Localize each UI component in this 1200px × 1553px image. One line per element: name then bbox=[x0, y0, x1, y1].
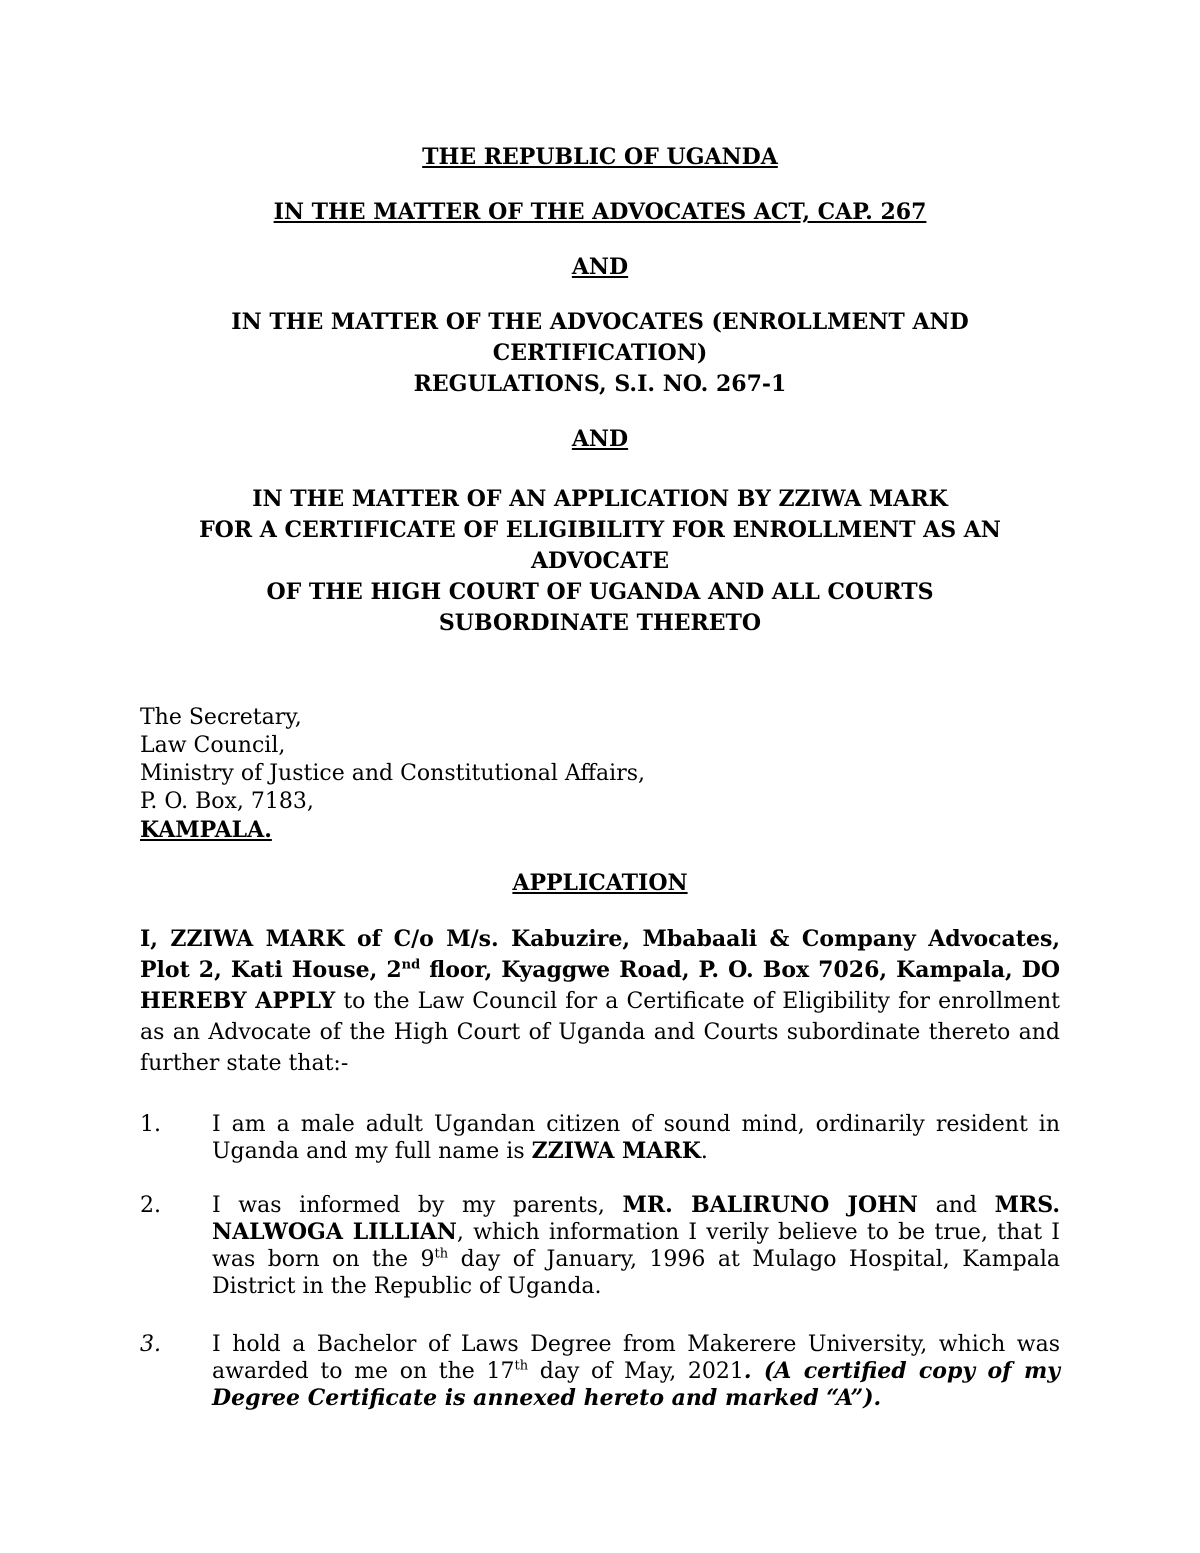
item-text-d: day of January, 1996 at Mulago Hospital, Kampala District in the Republic of Uganda. bbox=[212, 1247, 1060, 1299]
republic-heading: THE REPUBLIC OF UGANDA bbox=[422, 144, 778, 170]
item-annex-note: . (A certified copy of my Degree Certificate is annexed hereto and marked “A”). bbox=[212, 1358, 1061, 1411]
list-item bbox=[140, 1331, 1060, 1412]
addressee-line2: Law Council, bbox=[140, 733, 286, 758]
addressee-city: KAMPALA. bbox=[140, 817, 272, 843]
regulations-heading-line3: REGULATIONS, S.I. NO. 267-1 bbox=[413, 371, 787, 397]
intro-plain: to the Law Council for a Certificate of Eligibility for enrollment as an Advocate of the High Court of Uganda and Courts subordinate thereto and further state that:- bbox=[140, 989, 1060, 1076]
intro-bold-a: I, ZZIWA MARK of C/o M/s. Kabuzire, Mbabaali & Company Advocates, Plot 2, Kati House, 2 bbox=[140, 926, 1060, 983]
addressee-block bbox=[140, 704, 645, 844]
item-bold-a: MR. BALIRUNO JOHN bbox=[622, 1192, 919, 1218]
regulations-heading bbox=[140, 307, 1060, 455]
regulations-heading-line1: IN THE MATTER OF THE ADVOCATES (ENROLLMENT AND bbox=[231, 309, 969, 335]
and-separator-1: AND bbox=[571, 254, 629, 280]
regulations-heading-line2: CERTIFICATION) bbox=[492, 340, 708, 366]
application-heading-line4: OF THE HIGH COURT OF UGANDA AND ALL COURTS bbox=[266, 579, 934, 605]
item-text bbox=[212, 1111, 1060, 1165]
and-separator-2: AND bbox=[571, 426, 629, 452]
item-sup: th bbox=[514, 1358, 529, 1374]
intro-bold-b: floor, Kyaggwe Road, P. O. Box 7026, Kampala, DO HEREBY APPLY bbox=[140, 957, 1060, 1014]
intro-sup: nd bbox=[401, 957, 421, 973]
application-heading bbox=[140, 484, 1060, 639]
item-number: 3. bbox=[140, 1332, 161, 1357]
item-text-b: and bbox=[918, 1193, 995, 1218]
item-text-c: , which information I verily believe to be true, that I was born on the 9 bbox=[212, 1220, 1060, 1272]
addressee-line4: P. O. Box, 7183, bbox=[140, 789, 314, 814]
item-text-a: I am a male adult Ugandan citizen of sound mind, ordinarily resident in Uganda and my full name is bbox=[212, 1112, 1060, 1164]
list-item bbox=[140, 1192, 1060, 1300]
item-sup: th bbox=[434, 1246, 449, 1262]
intro-paragraph bbox=[140, 924, 1060, 1079]
item-text-a: I was informed by my parents, bbox=[212, 1193, 623, 1218]
item-number: 2. bbox=[140, 1193, 161, 1218]
item-bold-a: ZZIWA MARK bbox=[531, 1138, 701, 1164]
item-number: 1. bbox=[140, 1112, 161, 1137]
application-heading-line2: FOR A CERTIFICATE OF ELIGIBILITY FOR ENROLLMENT AS AN bbox=[199, 517, 1001, 543]
addressee-line1: The Secretary, bbox=[140, 705, 302, 730]
list-item bbox=[140, 1111, 1060, 1165]
item-bold-b: MRS. NALWOGA LILLIAN bbox=[212, 1192, 1061, 1245]
application-heading-line1: IN THE MATTER OF AN APPLICATION BY ZZIWA MARK bbox=[252, 486, 948, 512]
application-title: APPLICATION bbox=[512, 870, 688, 896]
advocates-act-heading: IN THE MATTER OF THE ADVOCATES ACT, CAP. 267 bbox=[273, 199, 927, 225]
addressee-line3: Ministry of Justice and Constitutional Affairs, bbox=[140, 761, 646, 786]
item-text-b: day of May, 2021 bbox=[528, 1359, 744, 1384]
item-text bbox=[212, 1192, 1060, 1300]
application-heading-line3: ADVOCATE bbox=[530, 548, 670, 574]
item-text bbox=[212, 1331, 1060, 1412]
item-text-a: I hold a Bachelor of Laws Degree from Makerere University, which was awarded to me on the 17 bbox=[212, 1332, 1060, 1384]
item-text-b: . bbox=[700, 1139, 708, 1164]
application-heading-line5: SUBORDINATE THERETO bbox=[438, 610, 762, 636]
